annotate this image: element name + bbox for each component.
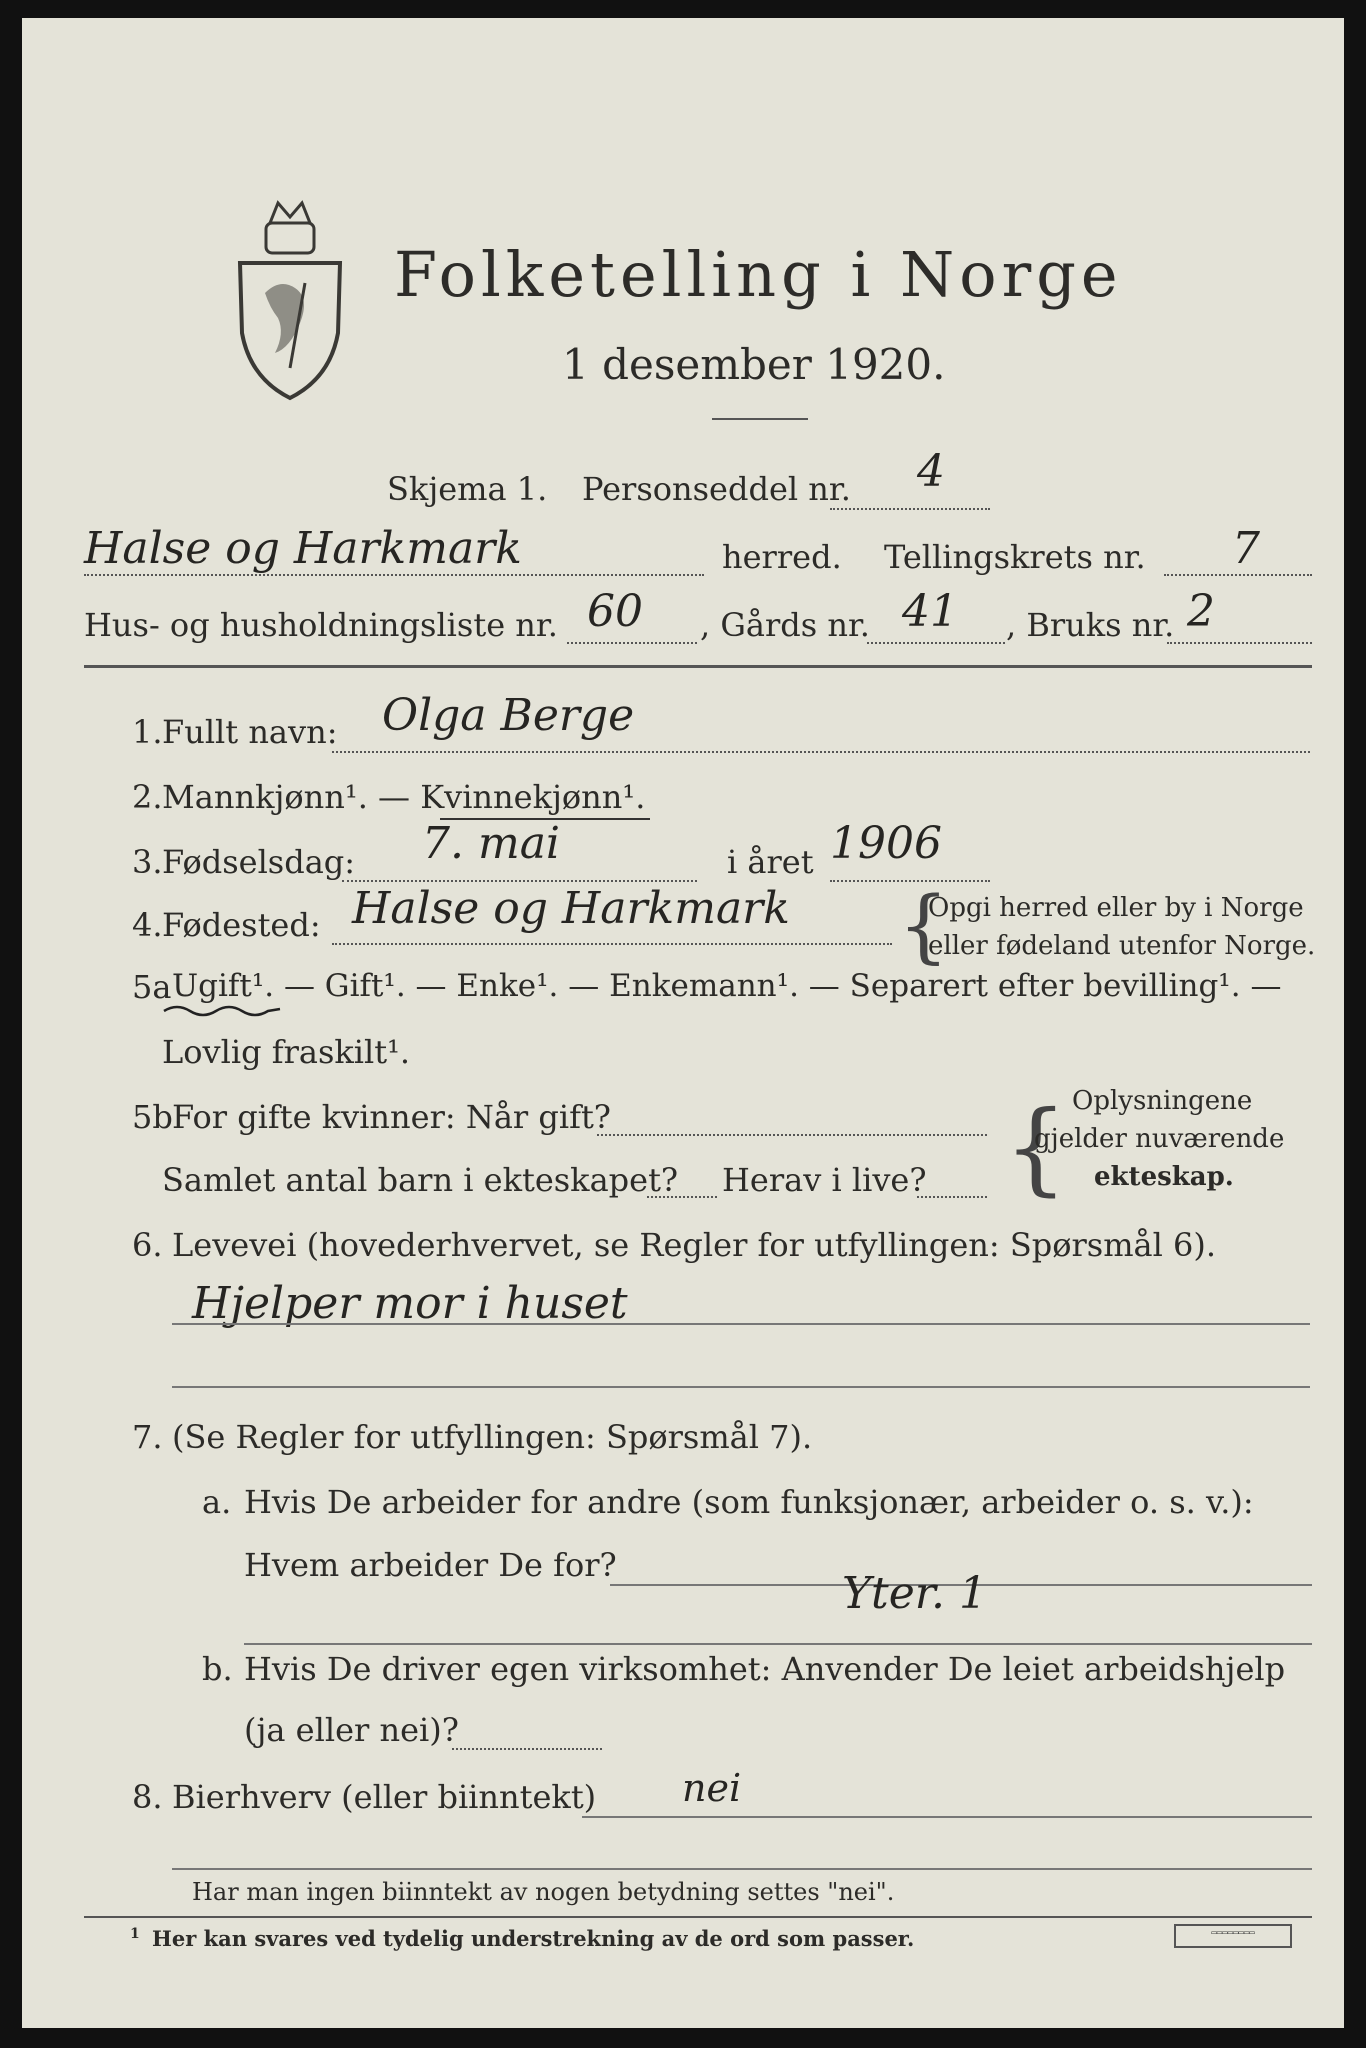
q8-number: 8. [132,1778,163,1816]
employer-line-2 [244,1643,1312,1645]
hus-line [567,642,697,644]
q5b-note-line3: ekteskap. [1094,1162,1234,1192]
q5b-note-brace: { [1004,1089,1068,1206]
q7-label: (Se Regler for utfyllingen: Spørsmål 7). [172,1418,813,1456]
herred-line [84,574,704,576]
header-divider [84,665,1312,668]
personseddel-value: 4 [917,446,945,497]
footnote-mark: 1 [130,1926,140,1942]
title-divider [712,418,808,420]
children-alive-line [917,1196,987,1198]
footnote-divider [84,1916,1312,1918]
hus-label: Hus- og husholdningsliste nr. [84,606,558,644]
tellingskrets-value: 7 [1232,523,1260,574]
q1-label: Fullt navn: [162,713,338,751]
herred-value: Halse og Harkmark [84,523,522,574]
q7b-line2: (ja eller nei)? [244,1711,459,1749]
employer-value: Yter. 1 [842,1568,987,1619]
ugift-underline-mark [162,1001,282,1021]
bruks-label: , Bruks nr. [1006,606,1175,644]
skjema-label: Skjema 1. [387,470,548,508]
q5b-number: 5b [132,1098,173,1136]
q5b-note-line1: Oplysningene [1072,1086,1253,1116]
census-form-sheet [22,18,1344,2028]
full-name-value: Olga Berge [382,690,635,741]
q7b-line1: Hvis De driver egen virksomhet: Anvender De leiet arbeidshjelp [244,1650,1286,1688]
gender-options: Mannkjønn¹. — Kvinnekjønn¹. [162,778,646,816]
marital-status-options-line2: Lovlig fraskilt¹. [162,1033,411,1071]
coat-of-arms-icon [230,183,350,403]
birthday-value: 7. mai [422,818,560,869]
q7a-line1: Hvis De arbeider for andre (som funksjonær, arbeider o. s. v.): [244,1483,1254,1521]
occupation-line-1 [172,1323,1310,1325]
q7a-line2: Hvem arbeider De for? [244,1546,617,1584]
q7b-letter: b. [202,1650,233,1688]
children-count-line [647,1196,717,1198]
tellingskrets-label: Tellingskrets nr. [884,538,1146,576]
q4-note-brace: { [898,879,949,972]
gards-label: , Gårds nr. [700,606,870,644]
footer-note: Har man ingen biinntekt av nogen betydning settes "nei". [192,1878,895,1906]
occupation-value: Hjelper mor i huset [192,1278,628,1329]
birthday-line [342,880,697,882]
side-income-line [582,1816,1312,1818]
q5b-line1: For gifte kvinner: Når gift? [172,1098,611,1136]
married-when-line [597,1134,987,1136]
q6-number: 6. [132,1226,163,1264]
birth-year-value: 1906 [830,818,942,869]
q5a-number: 5a [132,968,172,1006]
footnote-text: Her kan svares ved tydelig understrekning av de ord som passer. [152,1926,915,1951]
occupation-line-2 [172,1386,1310,1388]
q2-number: 2. [132,778,163,816]
hired-help-line [452,1748,602,1750]
q5b-alive-label: Herav i live? [722,1161,927,1199]
printer-stamp-icon: ▭▭▭▭▭▭▭▭ [1174,1924,1292,1948]
q3-number: 3. [132,843,163,881]
q6-label: Levevei (hovederhvervet, se Regler for utfyllingen: Spørsmål 6). [172,1226,1217,1264]
q7a-letter: a. [202,1483,232,1521]
side-income-value: nei [682,1766,742,1810]
form-title: Folketelling i Norge [394,238,1123,311]
personseddel-label: Personseddel nr. [582,470,851,508]
q7-number: 7. [132,1418,163,1456]
herred-label: herred. [722,538,842,576]
q4-note-line2: eller fødeland utenfor Norge. [928,931,1316,961]
q4-label: Fødested: [162,906,321,944]
footer-divider [172,1868,1312,1870]
q1-line [332,751,1310,753]
q1-number: 1. [132,713,163,751]
form-date: 1 desember 1920. [562,340,946,389]
bruks-value: 2 [1187,586,1215,637]
personseddel-line [830,508,990,510]
gards-line [867,642,1005,644]
birth-year-label: i året [727,843,814,881]
tellingskrets-line [1164,574,1312,576]
hus-value: 60 [587,586,643,637]
marital-status-options: Ugift¹. — Gift¹. — Enke¹. — Enkemann¹. — Separert efter bevilling¹. — [172,968,1282,1004]
q5b-children-label: Samlet antal barn i ekteskapet? [162,1161,679,1199]
q3-label: Fødselsdag: [162,843,356,881]
q4-note-line1: Opgi herred eller by i Norge [928,893,1304,923]
q4-number: 4. [132,906,163,944]
q5b-note-line2: gjelder nuværende [1034,1124,1285,1154]
q8-label: Bierhverv (eller biinntekt) [172,1778,597,1816]
gards-value: 41 [902,586,958,637]
birthplace-line [332,943,892,945]
bruks-line [1167,642,1312,644]
birthplace-value: Halse og Harkmark [352,883,790,934]
